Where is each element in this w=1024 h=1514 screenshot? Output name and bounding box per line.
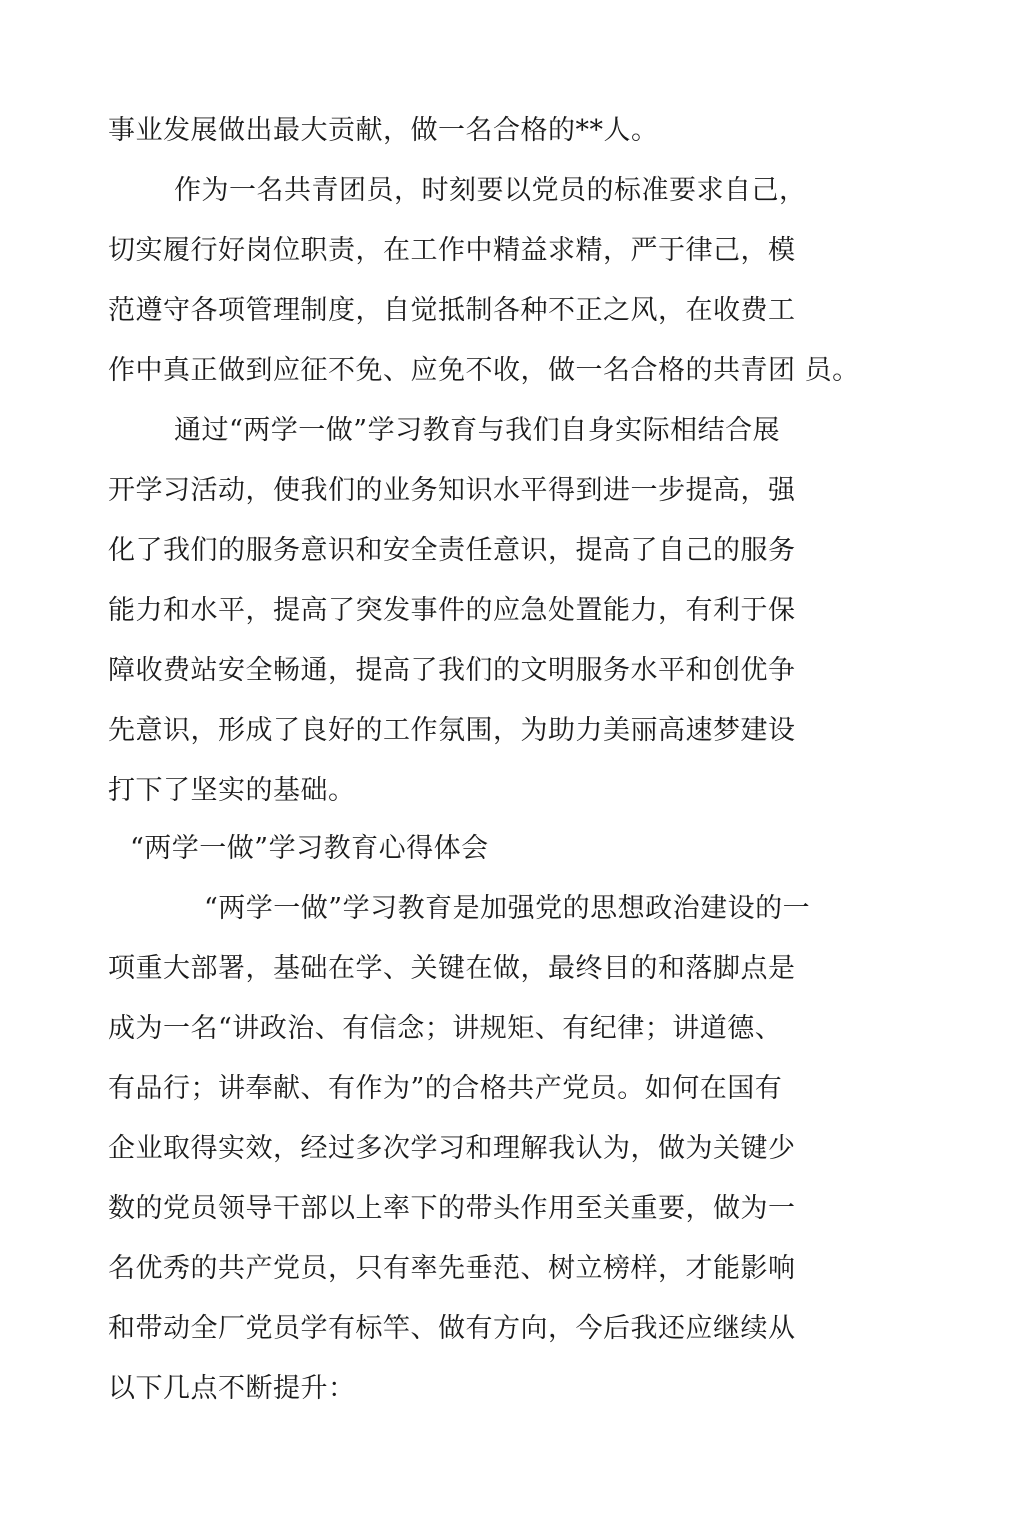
paragraph-start-line: 作为一名共青团员，时刻要以党员的标准要求自己， xyxy=(174,175,807,206)
text-line: 数的党员领导干部以上率下的带头作用至关重要，做为一 xyxy=(108,1193,796,1224)
text-line: 打下了坚实的基础。 xyxy=(108,775,356,806)
text-line: 以下几点不断提升： xyxy=(108,1373,356,1404)
paragraph-start-line: “两学一做”学习教育是加强党的思想政治建设的一 xyxy=(204,893,811,924)
text-line: 作中真正做到应征不免、应免不收，做一名合格的共青团 员。 xyxy=(108,355,860,386)
text-line: 项重大部署，基础在学、关键在做，最终目的和落脚点是 xyxy=(108,953,796,984)
text-line: 障收费站安全畅通，提高了我们的文明服务水平和创优争 xyxy=(108,655,796,686)
text-line: 有品行；讲奉献、有作为”的合格共产党员。如何在国有 xyxy=(108,1073,783,1104)
section-heading: “两学一做”学习教育心得体会 xyxy=(130,833,489,864)
text-line: 事业发展做出最大贡献，做一名合格的**人。 xyxy=(108,115,659,146)
text-line: 名优秀的共产党员，只有率先垂范、树立榜样，才能影响 xyxy=(108,1253,796,1284)
text-line: 切实履行好岗位职责，在工作中精益求精，严于律己，模 xyxy=(108,235,796,266)
text-line: 能力和水平，提高了突发事件的应急处置能力，有利于保 xyxy=(108,595,796,626)
paragraph-start-line: 通过“两学一做”学习教育与我们自身实际相结合展 xyxy=(174,415,781,446)
text-line: 企业取得实效，经过多次学习和理解我认为，做为关键少 xyxy=(108,1133,796,1164)
text-line: 范遵守各项管理制度，自觉抵制各种不正之风，在收费工 xyxy=(108,295,796,326)
text-line: 成为一名“讲政治、有信念；讲规矩、有纪律；讲道德、 xyxy=(108,1013,783,1044)
text-line: 和带动全厂党员学有标竿、做有方向，今后我还应继续从 xyxy=(108,1313,796,1344)
text-line: 开学习活动，使我们的业务知识水平得到进一步提高，强 xyxy=(108,475,796,506)
text-line: 化了我们的服务意识和安全责任意识，提高了自己的服务 xyxy=(108,535,796,566)
text-line: 先意识，形成了良好的工作氛围，为助力美丽高速梦建设 xyxy=(108,715,796,746)
